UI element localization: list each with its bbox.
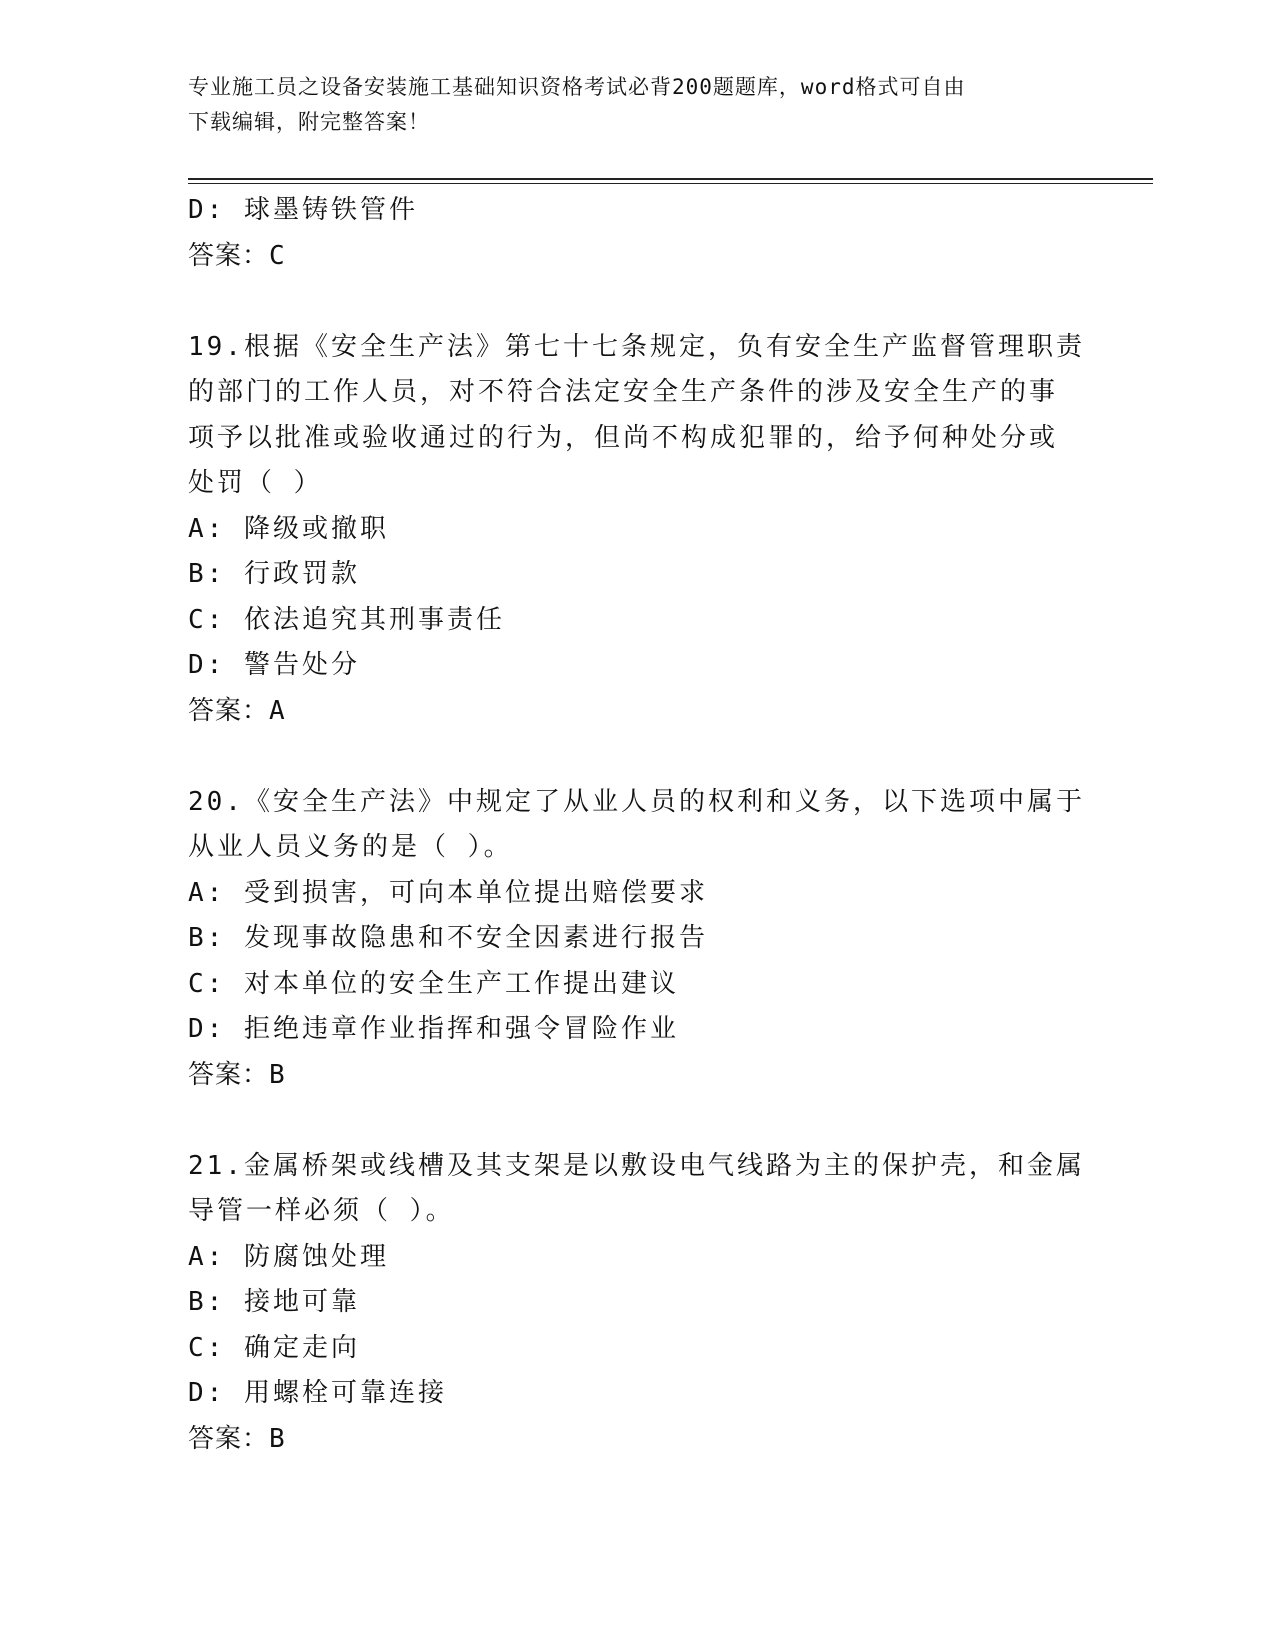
option-c: C: 依法追究其刑事责任 [188,604,505,635]
previous-answer: 答案：C [188,240,286,271]
question-19 [188,325,1088,735]
option-d: D: 拒绝违章作业指挥和强令冒险作业 [188,1014,679,1044]
question-content [188,188,1088,1462]
page-header [188,70,1088,140]
spacer [188,734,1088,780]
option-d: D: 用螺栓可靠连接 [188,1378,447,1408]
answer: 答案：B [188,1423,286,1454]
header-divider-thick [188,178,1153,180]
spacer [188,279,1088,325]
option-b: B: 接地可靠 [188,1287,360,1317]
option-b: B: 行政罚款 [188,559,360,589]
answer: 答案：B [188,1059,286,1090]
spacer [188,1098,1088,1144]
question-20 [188,780,1088,1099]
answer: 答案：A [188,695,286,726]
question-21 [188,1144,1088,1463]
question-stem-line: 从业人员义务的是（ ）。 [188,832,513,862]
question-stem-line: 19.根据《安全生产法》第七十七条规定，负有安全生产监督管理职责 [188,331,1085,362]
question-stem-line: 项予以批准或验收通过的行为，但尚不构成犯罪的，给予何种处分或 [188,422,1059,453]
question-stem-line: 的部门的工作人员，对不符合法定安全生产条件的涉及安全生产的事 [188,377,1059,407]
header-line-2: 下载编辑，附完整答案！ [188,110,430,134]
option-a: A: 受到损害，可向本单位提出赔偿要求 [188,877,708,908]
option-d: D: 警告处分 [188,650,360,680]
option-a: A: 降级或撤职 [188,513,389,544]
option-c: C: 确定走向 [188,1332,360,1363]
question-stem-line: 20.《安全生产法》中规定了从业人员的权利和义务，以下选项中属于 [188,786,1085,817]
question-stem-line: 处罚（ ） [188,468,323,498]
header-line-1: 专业施工员之设备安装施工基础知识资格考试必背200题题库，word格式可自由 [188,75,966,99]
question-stem-line: 21.金属桥架或线槽及其支架是以敷设电气线路为主的保护壳，和金属 [188,1150,1085,1181]
header-divider-thin [188,183,1153,184]
question-stem-line: 导管一样必须（ ）。 [188,1196,455,1226]
option-a: A: 防腐蚀处理 [188,1241,389,1272]
previous-option-d: D: 球墨铸铁管件 [188,195,418,225]
option-c: C: 对本单位的安全生产工作提出建议 [188,968,679,999]
option-b: B: 发现事故隐患和不安全因素进行报告 [188,923,708,953]
